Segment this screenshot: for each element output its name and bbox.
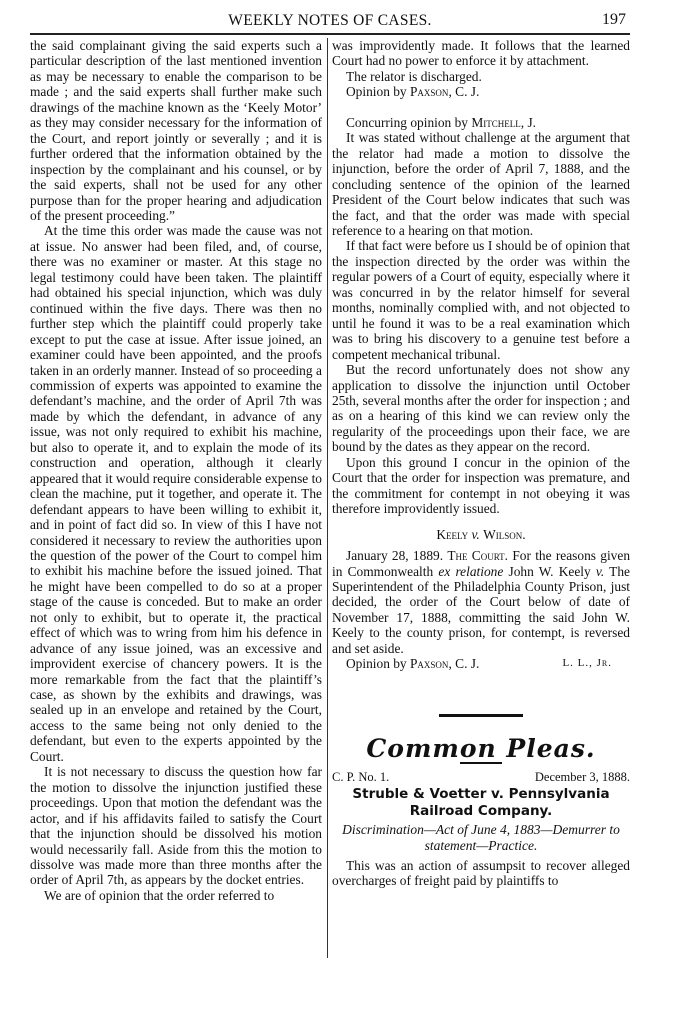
versus: v.: [595, 563, 605, 579]
judge-name: Paxson: [409, 84, 449, 100]
page-number: 197: [602, 11, 626, 28]
text-segment: The Superintendent of the Philadelphia County Prison, just decided, the order of the Court below of date of November 17, 1888, committing the said John W. Keely to the county prison, for contempt, is reversed and set aside.: [332, 563, 630, 656]
opinion-by: [346, 656, 479, 671]
court-label: The Court.: [447, 548, 509, 564]
paragraph: It is not necessary to discuss the question how far the motion to dissolve the injunction justified these proceedings. Upon that motion the defendant was the actor, and if his affidavits failed to satisfy the Court that the injunction should be dissolved his motion would necessarily fall. Aside from this the motion to dissolve was made more than three months after the order of April 7th, as appears by the docket entries.: [30, 764, 322, 888]
paragraph: If that fact were before us I should be of opinion that the inspection directed by the order was within the regular powers of a Court of equity, especially where it was concurred in by the relator himself for several months, nominally complied with, and not objected to until he found it was to be a real examination which was to bring his discovery to a genuine test before a competent mechanical tribunal.: [332, 238, 630, 362]
opinion-prefix: Opinion by: [346, 84, 410, 100]
paragraph: was improvidently made. It follows that the learned Court had no power to enforce it by attachment.: [332, 38, 630, 69]
concurring-prefix: Concurring opinion by: [346, 114, 472, 130]
paragraph: But the record unfortunately does not show any application to dissolve the injunction until October 25th, several months after the order for inspection ; and as on a hearing of this kind we can review only the regularity of the proceedings upon their face, we are bound by the dates as they appear on the record.: [332, 362, 630, 455]
text-segment: For the reasons given in Commonwealth: [332, 548, 631, 579]
case-title: [332, 527, 630, 542]
paragraph: This was an action of assumpsit to recover alleged overcharges of freight paid by plaintiffs to: [332, 857, 630, 889]
relator-discharged: The relator is discharged.: [346, 68, 482, 84]
paragraph: the said complainant giving the said experts such a particular description of the last mentioned invention as may be necessary to enable the comparison to be made ; and the said experts shall further make such drawings of the machine known as the ‘Keely Motor’ as they may consider necessary for the information of the Court, and report jointly or severally ; and it is further ordered that the information obtained by the inspection by the complainant and his counsel, or by the said experts, shall not be used for any other purpose than for the proper hearing and adjudication of the present proceeding.”: [30, 38, 322, 223]
paragraph: It was stated without challenge at the argument that the relator had made a motion to dissolve the injunction, before the order of April 7, 1888, and the concluding sentence of the opinion of the learned President of the Court below indicates that such was the fact, and that the order was made with special reference to a hearing on that motion.: [332, 130, 630, 238]
opinion-by-line: [332, 656, 630, 671]
text-segment: John W. Keely: [503, 563, 596, 579]
spacer: [332, 100, 630, 115]
paragraph: We are of opinion that the order referred to: [44, 887, 275, 903]
section-rule: [439, 714, 523, 717]
judge-name: Paxson: [409, 656, 449, 672]
column-divider: [327, 38, 328, 958]
opinion-prefix: Opinion by: [346, 656, 410, 672]
headnote: Discrimination—Act of June 4, 1883—Demurrer to statement—Practice.: [342, 821, 620, 853]
paragraph: Upon this ground I concur in the opinion of the Court that the order for inspection was premature, and the commitment for contempt in not obeying it was therefore improvidently issued.: [332, 454, 630, 517]
versus: v.: [468, 526, 484, 542]
decision-date: December 3, 1888.: [534, 770, 630, 785]
document-page: [30, 0, 630, 1020]
judge-title: , J.: [520, 114, 537, 130]
court-number: C. P. No. 1.: [332, 770, 390, 785]
judge-title: , C. J.: [448, 84, 480, 100]
party-name: Keely: [436, 526, 469, 542]
judge-title: , C. J.: [448, 656, 480, 672]
reporter-initials: L. L., Jr.: [562, 657, 612, 670]
decision-date: January 28, 1889.: [346, 548, 448, 564]
concurring-line: [332, 115, 630, 130]
running-head: [30, 8, 630, 30]
case-heading: Struble & Voetter v. Pennsylvania Railroad Company.: [352, 785, 610, 819]
judge-name: Mitchell: [471, 114, 521, 130]
party-name: Wilson.: [483, 526, 526, 542]
header-rule: [30, 33, 630, 35]
right-column: [332, 38, 630, 888]
court-date-line: [332, 770, 630, 785]
running-title: WEEKLY NOTES OF CASES.: [228, 12, 432, 29]
ex-relatione: ex relatione: [438, 563, 504, 579]
paragraph: [332, 548, 630, 656]
left-column: [30, 38, 322, 903]
paragraph: At the time this order was made the cause was not at issue. No answer had been filed, and, of course, there was no examiner or master. At this stage no legal testimony could have been taken. The plaintiff had obtained his special injunction, which was duly continued within the five days. There was then no further step which the plaintiff could properly take except to put the case at issue. After issue joined, an examiner could have been appointed, and the proofs taken in an orderly manner. Instead of so proceeding a commission of experts was appointed to examine the defendant’s machine, and the order of April 7th was made by which the defendant, in advance of any issue, was not only required to exhibit his machine, but also to operate it, and to explain the mode of its construction and operation, although it clearly appeared that it would require considerable expense to clean the machine, put it together, and operate it. The defendant appears to have been willing to exhibit it, and in point of fact did so. In view of this I have not considered it necessary to review the authorities upon the question of the power of the Court to compel him to exhibit his machine before the issued joined. That he might have been compelled to do so at a proper stage of the cause is conceded. But to make an order not only to exhibit, but to operate it, the practical effect of which was to wring from him his defence in advance of any issue joined, was an excessive and improvident exercise of chancery powers. It is the more remarkable from the fact that the plaintiff’s case, as shown by the exhibits and drawings, was sealed up in an envelope and retained by the Court, access to the same being not only denied to the defendant, but even to the experts appointed by the Court.: [30, 223, 322, 764]
section-title: Common Pleas.: [366, 733, 596, 763]
opinion-by-line: [332, 84, 630, 99]
